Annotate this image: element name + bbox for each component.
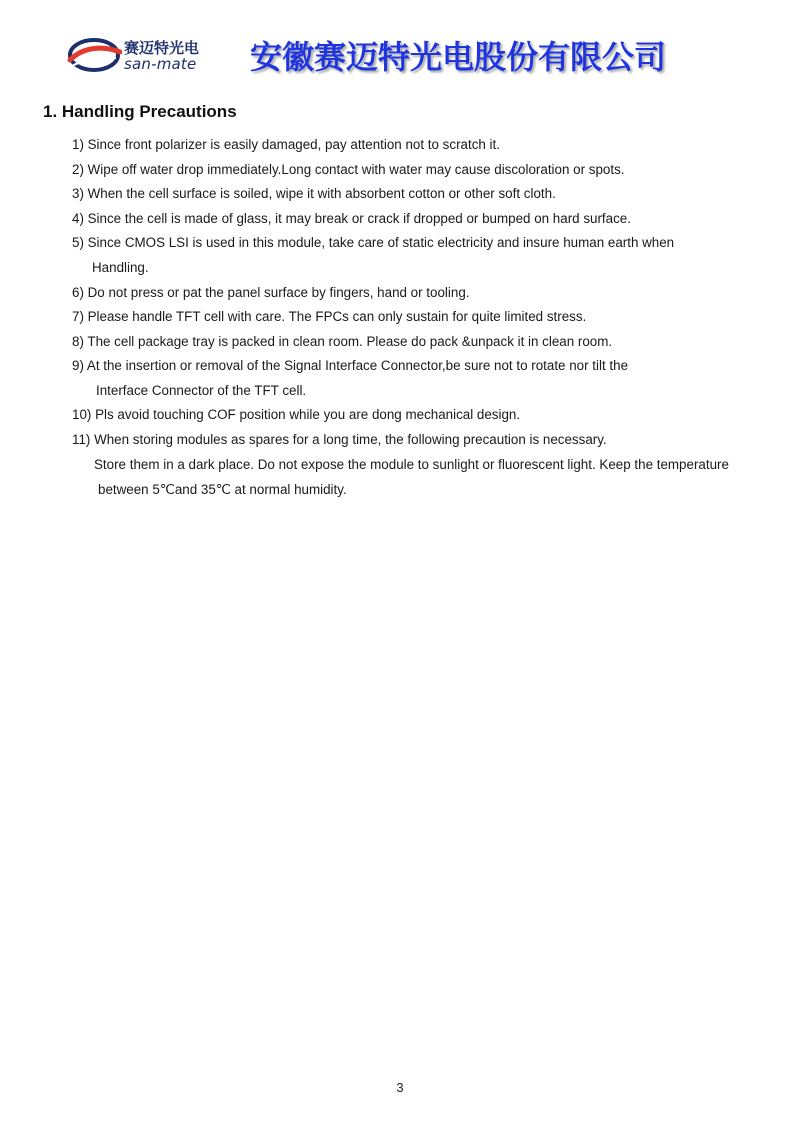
precaution-line: 2) Wipe off water drop immediately.Long contact with water may cause discoloration or spots. bbox=[72, 162, 625, 177]
precaution-line: 3) When the cell surface is soiled, wipe it with absorbent cotton or other soft cloth. bbox=[72, 186, 556, 201]
precaution-line: 4) Since the cell is made of glass, it may break or crack if dropped or bumped on hard surface. bbox=[72, 211, 631, 226]
precaution-line: 1) Since front polarizer is easily damaged, pay attention not to scratch it. bbox=[72, 137, 500, 152]
logo-chinese-text: 赛迈特光电 bbox=[124, 39, 200, 57]
logo-english-text: san-mate bbox=[124, 55, 197, 73]
page-number: 3 bbox=[396, 1080, 404, 1095]
precaution-line: 8) The cell package tray is packed in clean room. Please do pack &unpack it in clean room. bbox=[72, 334, 613, 349]
precaution-line: 5) Since CMOS LSI is used in this module, take care of static electricity and insure human earth when bbox=[72, 235, 675, 250]
precaution-line: 7) Please handle TFT cell with care. The FPCs can only sustain for quite limited stress. bbox=[72, 309, 587, 324]
precaution-line: 10) Pls avoid touching COF position while you are dong mechanical design. bbox=[72, 407, 521, 422]
precaution-line: Interface Connector of the TFT cell. bbox=[96, 383, 307, 398]
company-name: 安徽赛迈特光电股份有限公司 bbox=[250, 38, 667, 76]
company-logo bbox=[66, 36, 216, 76]
logo-swoosh-icon bbox=[66, 36, 122, 74]
precaution-line: 6) Do not press or pat the panel surface by fingers, hand or tooling. bbox=[72, 285, 470, 300]
precaution-line: between 5℃and 35℃ at normal humidity. bbox=[98, 482, 347, 497]
precaution-line: 9) At the insertion or removal of the Signal Interface Connector,be sure not to rotate nor tilt the bbox=[72, 358, 629, 373]
precaution-line: 11) When storing modules as spares for a long time, the following precaution is necessary. bbox=[72, 432, 607, 447]
page-header bbox=[0, 0, 800, 90]
section-title: 1. Handling Precautions bbox=[43, 102, 237, 121]
precaution-line: Handling. bbox=[92, 260, 149, 275]
precaution-line: Store them in a dark place. Do not expose the module to sunlight or fluorescent light. Keep the temperature bbox=[94, 457, 729, 472]
